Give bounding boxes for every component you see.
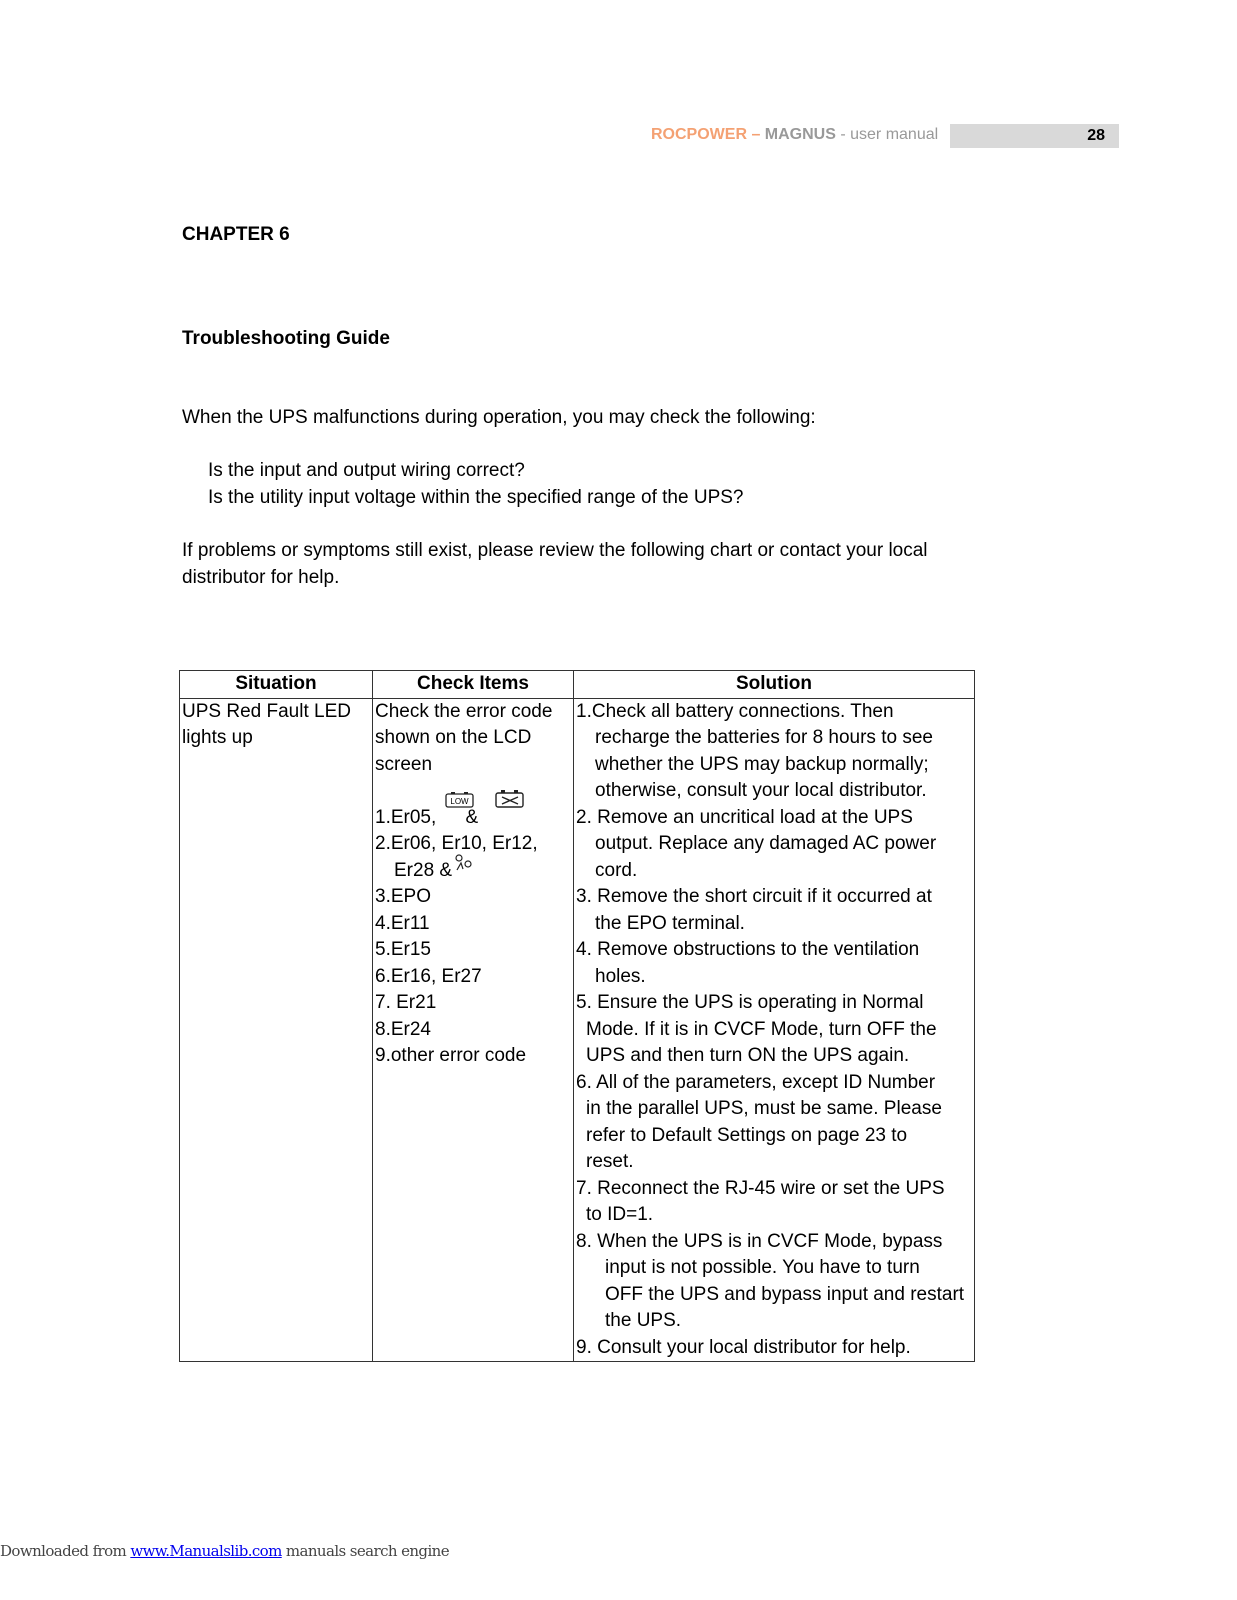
header-model: MAGNUS [764,126,836,143]
solution-line: input is not possible. You have to turn [605,1257,920,1278]
situation-line: lights up [182,727,253,748]
solution-line: UPS and then turn ON the UPS again. [586,1045,910,1066]
battery-low-icon [445,791,475,809]
check-line [375,858,571,885]
situation-cell [180,698,373,1362]
solution-line: output. Replace any damaged AC power [595,833,937,854]
check-line: 3.EPO [375,886,431,907]
solution-line: 5. Ensure the UPS is operating in Normal [576,992,924,1013]
solution-line: to ID=1. [586,1204,654,1225]
check-line: Check the error code [375,700,553,722]
solution-line: cord. [595,859,638,881]
check-line [375,796,571,832]
check-item: Is the input and output wiring correct? [208,460,525,481]
situation-line: UPS Red Fault LED [182,700,351,722]
solution-line: OFF the UPS and bypass input and restart [605,1283,965,1305]
manualslib-link[interactable]: www.Manualslib.com [130,1542,282,1560]
overload-icon [453,852,475,872]
ampersand: & [465,806,479,828]
check-line: 6.Er16, Er27 [375,965,482,987]
solution-line: whether the UPS may backup normally; [595,753,929,775]
footer-prefix: Downloaded from [0,1542,131,1560]
check-line: 5.Er15 [375,939,431,960]
check-list [208,458,743,511]
check-item-2b: Er28 & [394,859,453,881]
header-brand: ROCPOWER [651,126,747,143]
header-situation: Situation [180,671,373,699]
header-title [651,126,938,144]
solution-line: reset. [586,1151,634,1172]
solution-line: 7. Reconnect the RJ-45 wire or set the UPS [576,1177,945,1199]
page-number-bar [950,124,1119,148]
header-solution: Solution [574,671,975,699]
check-line: 9.other error code [375,1045,527,1066]
page-number: 28 [1087,127,1105,144]
solution-line: 1.Check all battery connections. Then [576,700,894,722]
solution-line: 3. Remove the short circuit if it occurred at [576,886,932,907]
battery-fault-icon [494,789,526,809]
solution-line: 6. All of the parameters, except ID Number [576,1071,936,1093]
header-check-items: Check Items [373,671,574,699]
header-doc-type: user manual [850,126,939,143]
intro-paragraph: When the UPS malfunctions during operation, you may check the following: [182,407,816,428]
table-row [180,698,975,1362]
troubleshooting-table [179,670,975,1362]
table-header-row [180,671,975,699]
solution-line: 4. Remove obstructions to the ventilation [576,939,920,960]
battery-low-label: LOW [450,796,469,806]
solution-line: 9. Consult your local distributor for help. [576,1336,911,1358]
solution-line: otherwise, consult your local distributor. [595,780,927,801]
check-line: 4.Er11 [375,912,430,934]
solution-line: the UPS. [605,1310,682,1331]
header-sep: - [835,126,851,143]
check-item-1-text: 1.Er05, [375,806,442,828]
download-footer [0,1542,449,1560]
check-line: 2.Er06, Er10, Er12, [375,833,538,854]
section-title: Troubleshooting Guide [182,328,390,349]
solution-line: 8. When the UPS is in CVCF Mode, bypass [576,1230,943,1252]
solution-line: holes. [595,965,646,987]
solution-line: recharge the batteries for 8 hours to see [595,727,933,748]
check-line: shown on the LCD [375,727,532,748]
solution-cell [574,698,975,1362]
followup-paragraph: If problems or symptoms still exist, please review the following chart or contact your local distributor for help. [182,540,928,588]
check-line: 7. Er21 [375,992,437,1013]
header-dash: – [747,126,765,143]
footer-suffix: manuals search engine [281,1542,449,1560]
check-item: Is the utility input voltage within the specified range of the UPS? [208,486,744,508]
solution-line: refer to Default Settings on page 23 to [586,1124,908,1146]
chapter-heading: CHAPTER 6 [182,224,290,245]
solution-line: Mode. If it is in CVCF Mode, turn OFF the [586,1018,937,1040]
solution-line: the EPO terminal. [595,912,745,934]
check-line: screen [375,753,433,775]
solution-line: 2. Remove an uncritical load at the UPS [576,806,913,828]
solution-line: in the parallel UPS, must be same. Please [586,1098,942,1119]
check-items-cell [373,698,574,1362]
page-header [651,124,1119,148]
check-line: 8.Er24 [375,1018,431,1040]
